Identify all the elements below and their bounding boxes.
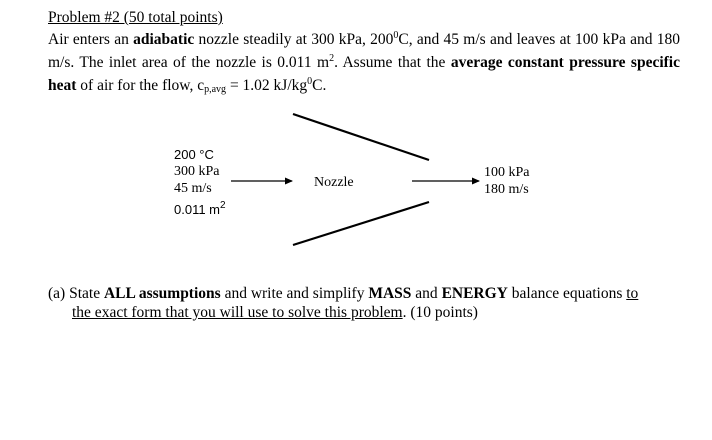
area-exponent: 2: [329, 53, 335, 64]
keyword-adiabatic: adiabatic: [133, 31, 195, 48]
part-a-text-2: and write and simplify: [220, 285, 369, 302]
cp-subscript: p,avg: [204, 84, 227, 95]
outlet-pressure: 100 kPa: [484, 165, 530, 180]
statement-text-6: = 1.02 kJ/kg: [226, 77, 308, 94]
part-a-line-2: [48, 303, 688, 322]
part-a-underline-exact-form: the exact form that you will use to solve this problem: [72, 304, 403, 321]
statement-text-3: C, and 45 m/s and leaves at 100 kPa and 180 m/s. The inlet area of the nozzle is 0.011 m: [48, 31, 680, 71]
inlet-pressure: 300 kPa: [174, 164, 220, 179]
degree-superscript-2: 0: [307, 76, 313, 87]
keyword-specific-heat: average constant pressure specific heat: [48, 54, 680, 94]
part-a-text-1: (a) State: [48, 285, 104, 302]
outlet-conditions: [484, 164, 530, 198]
problem-title: Problem #2 (50 total points): [48, 9, 223, 26]
part-a-question: [48, 284, 688, 322]
statement-text-4: . Assume that the: [334, 54, 451, 71]
nozzle-upper-wall: [293, 114, 429, 160]
statement-text-2: nozzle steadily at 300 kPa, 200: [194, 31, 394, 48]
statement-text-5: of air for the flow, c: [76, 77, 205, 94]
inlet-area-exponent: 2: [220, 200, 226, 211]
inlet-area: [174, 197, 226, 218]
part-a-bold-assumptions: ALL assumptions: [103, 285, 221, 302]
inlet-conditions: [174, 146, 226, 218]
statement-text-7: C.: [312, 77, 327, 94]
part-a-bold-mass: MASS: [368, 285, 412, 302]
nozzle-label: Nozzle: [314, 175, 354, 190]
part-a-text-3: and: [411, 285, 442, 302]
inlet-velocity: 45 m/s: [174, 181, 212, 196]
part-a-text-4: balance equations: [507, 285, 627, 302]
inlet-temperature: 200 °C: [174, 147, 214, 162]
nozzle-lower-wall: [293, 202, 429, 245]
outlet-velocity: 180 m/s: [484, 182, 529, 197]
degree-superscript-1: 0: [393, 30, 399, 41]
part-a-text-5: . (10 points): [402, 304, 478, 321]
part-a-underline-to: to: [626, 285, 639, 302]
part-a-bold-energy: ENERGY: [441, 285, 508, 302]
inlet-area-value: 0.011 m: [174, 202, 221, 217]
statement-text-1: Air enters an: [48, 31, 134, 48]
